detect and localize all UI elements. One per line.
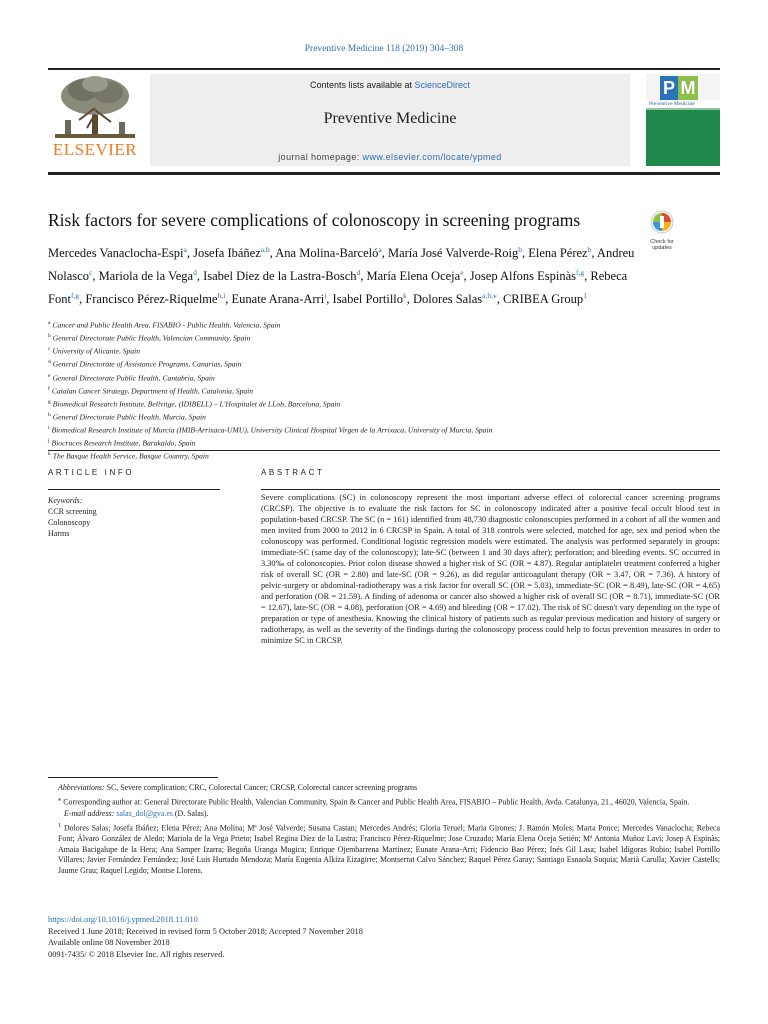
affiliation-text: Biocruces Research Institute, Barakaldo, Spain <box>51 438 196 448</box>
author-affiliation-marks[interactable]: f,g <box>576 268 585 278</box>
homepage-link[interactable]: www.elsevier.com/locate/ypmed <box>362 152 502 162</box>
abbreviations-note <box>48 783 720 794</box>
author-affiliation-marks[interactable]: f,g <box>70 291 80 301</box>
contents-available-line <box>150 80 630 90</box>
author-affiliation-marks[interactable]: d <box>193 268 197 278</box>
footnote-rule <box>48 777 218 778</box>
online-date: Available online 08 November 2018 <box>48 938 170 947</box>
author-name: CRIBEA Group <box>502 292 584 307</box>
author-item[interactable] <box>275 246 381 260</box>
author-item[interactable] <box>388 246 522 260</box>
author-name: Andreu Nolasco <box>48 246 635 284</box>
author-name: Josep Alfons Espinàs <box>469 269 577 284</box>
affiliation-item <box>48 449 708 462</box>
affiliation-text: University of Alicante, Spain <box>52 346 141 356</box>
doi-link[interactable]: https://doi.org/10.1016/j.ypmed.2018.11.010 <box>48 915 198 924</box>
cover-letter-m: M <box>678 76 698 100</box>
author-item[interactable] <box>367 269 464 283</box>
affiliation-letter: a <box>48 320 51 326</box>
crossmark-icon <box>649 210 675 234</box>
author-name: Josefa Ibáñez <box>193 246 261 261</box>
group-members-text: Dolores Salas; Josefa Ibáñez; Elena Pérez; Ana Molina; Mª José Valverde; Susana Castan; Mercedes Andrés; Gloria Teruel; Maria Girones; J. Ramón Moles; Marta Ponce; Mercedes Vanaclocha; Rebeca Font; Álvaro González de Aledo; Mariola de la Vega Prieto; Isabel Regina Díez de la Lastra; Francisco Pérez-Riquelme; Jose Cruzado; María Elena Oceja Setién; Mª Antonia Muñoz Laví; Josep A Espinàs; Amaia Bacigalupe de la Hera; Ana Samper Izarra; Begoña Uranga Mugica; Enrique Ojembarrena Martínez; Eunate Arana-Arri; Fidencio Bao Pérez; Inés Gil Lasa; Isabel Idígoras Rubio; Isabel Portillo Villares; Javier Fernández Fernández; José Luis Hurtado Mendoza; María Eugenia Alkiza Eizagirre; Montserrat Calvo Sánchez; Raquel Pérez Garay; Santiago Esnaola Suquia; Marià Carulla; Xavier Castells; Jaume Grau; Raquel Legido; Montse Llorens. <box>58 823 720 876</box>
email-note <box>48 809 720 820</box>
author-name: Isabel Portillo <box>332 292 404 307</box>
affiliation-letter: b <box>48 333 51 340</box>
keywords-block <box>48 495 220 539</box>
email-label: E-mail address: <box>64 809 115 819</box>
author-affiliation-marks[interactable]: 1 <box>583 291 587 301</box>
affiliation-letter: e <box>48 372 51 379</box>
author-name: Dolores Salas <box>413 292 483 307</box>
affiliation-letter: h <box>48 411 51 418</box>
journal-name: Preventive Medicine <box>323 110 457 127</box>
crossmark-label-2: updates <box>652 245 672 251</box>
crossmark-label-1: Check for <box>650 239 674 245</box>
author-name: Rebeca Font <box>48 269 628 307</box>
masthead-bottom-rule <box>48 172 720 175</box>
footnotes <box>48 783 720 878</box>
author-item[interactable] <box>85 292 225 306</box>
affiliation-text: Biomedical Research Institute, Bellvitge, (IDIBELL) – L'Hospitalet de LLob, Barcelona, Spain <box>52 399 341 409</box>
author-item[interactable] <box>232 292 327 306</box>
corresponding-text: Corresponding author at: General Directorate Public Health, Valencian Community, Spain & Cancer and Public Health Area, FISABIO – Public Health, Avda. Catalunya, 21., 46020, Valencia, Spain. <box>63 797 690 807</box>
keyword-item: CCR screening <box>48 507 97 516</box>
publication-info <box>48 914 720 960</box>
author-affiliation-marks[interactable]: b <box>587 245 592 254</box>
abstract-text: Severe complications (SC) in colonoscopy represent the most important adverse effect of colorectal cancer screening programs (CRCSP). The objective is to evaluate the risk factors for SC in colonoscopy indicated after a positive fecal occult blood test in population-based CRCSP. The SC (n = 161) identified from 48,730 diagnostic colonoscopies performed in a cohort of all the women and men invited from 2000 to 2012 in 6 CRCSP in Spain. A total of 318 controls were selected, matched for age, sex and period when the colonoscopy was performed. Conditional logistic regression models were estimated. The analysis was performed separately in groups: immediate-SC (same day of the colonoscopy); late-SC (between 1 and 30 days after); perforation; and bleeding events. SC occurred in 3.30‰ of colonoscopies. Prior colon disease showed a higher risk of SC (OR = 4.87). Regular antiplatelet treatment conferred a higher risk of overall SC (OR = 2.80) and late-SC (OR = 9.26), as did regular anticoagulant therapy (OR = 3.47, OR = 7.36). A history of pelvic-surgery or abdominal-radiotherapy was a risk factor for overall SC (OR = 5.03), immediate-SC (OR = 8.49), late-SC (OR = 4.65) and perforation (OR = 21.59). A finding of adenoma or cancer also showed a higher risk of overall SC (OR = 8.71), immediate-SC (OR = 12.67), late-SC (OR = 4.08), perforation (OR = 4.69) and bleeding (OR = 17.02). The risk of SC doesn't vary depending on the type of preparation or type of anesthesia. Knowing the clinical history of patients such as regular previous medication and history of surgery or radiotherapy, as well as the severity of the findings during the colonoscopy process could help to focus prevention measures in order to minimize SC in CRCSP. <box>261 493 720 645</box>
author-item[interactable] <box>528 246 591 260</box>
affiliation-item <box>48 436 708 449</box>
author-name: Francisco Pérez-Riquelme <box>85 292 218 307</box>
corresponding-author-note <box>48 795 720 808</box>
keyword-item: Colonoscopy <box>48 518 91 527</box>
abbreviations-label: Abbreviations: <box>58 783 105 792</box>
cover-letter-p: P <box>660 76 678 100</box>
abbreviations-text: SC, Severe complication; CRC, Colorectal Cancer; CRCSP, Colorectal cancer screening programs <box>106 783 418 792</box>
author-item[interactable] <box>99 269 197 283</box>
check-for-updates-button[interactable] <box>646 210 678 252</box>
article-info-top-rule <box>48 450 720 451</box>
affiliation-letter: c <box>48 346 51 353</box>
corresponding-mark: ⁎ <box>58 795 62 803</box>
affiliation-letter: f <box>48 385 50 392</box>
affiliation-item <box>48 397 708 410</box>
author-item[interactable] <box>470 269 584 283</box>
affiliation-text: The Basque Health Service, Basque Country, Spain <box>52 451 209 461</box>
affiliation-item <box>48 344 708 357</box>
elsevier-tree-icon <box>53 74 137 140</box>
cover-stripe <box>646 108 720 110</box>
affiliation-text: General Directorate Public Health, Cantabria, Spain <box>52 373 215 383</box>
journal-cover-thumbnail[interactable] <box>646 74 720 166</box>
affiliation-letter: k <box>48 451 51 458</box>
author-affiliation-marks[interactable]: d <box>356 268 361 278</box>
affiliation-item <box>48 331 708 344</box>
elsevier-wordmark: ELSEVIER <box>52 140 138 159</box>
affiliation-letter: d <box>48 359 51 366</box>
group-members-note <box>48 821 720 877</box>
author-affiliation-marks[interactable]: k <box>403 291 407 301</box>
journal-homepage-line <box>150 152 630 162</box>
article-title: Risk factors for severe complications of colonoscopy in screening programs <box>48 210 581 230</box>
author-affiliation-marks[interactable]: e <box>460 268 464 278</box>
abstract-heading: ABSTRACT <box>261 468 325 477</box>
received-dates: Received 1 June 2018; Received in revised form 5 October 2018; Accepted 7 November 2018 <box>48 926 363 936</box>
group-mark: 1 <box>58 821 62 829</box>
author-list: Mercedes Vanaclocha-Espi$^a$, Josefa Ibáñez$^{a,b}$, Ana Molina-Barceló$^a$, María José Valverde-Roig$^b$, Elena Pérez$^b$, Andreu Nolasco$^c$, Mariola de la Vega$^d$, Isabel Diez de la Lastra-Bosch$^d$, María Elena Oceja$^e$, Josep Alfons Espinàs$^{f,g}$, Rebeca Font$^{f,g}$, Francisco Pérez-Riquelme$^{h,i}$, Eunate Arana-Arri$^j$, Isabel Portillo$^k$, Dolores Salas$^{a,b,⁎}$, CRIBEA Group$^1$ <box>48 245 635 307</box>
author-affiliation-marks[interactable]: a <box>183 245 187 254</box>
affiliation-text: General Directorate Public Health, Murcia, Spain <box>52 412 206 422</box>
affiliation-item <box>48 318 708 331</box>
affiliation-text: Biomedical Research Institute of Murcia (IMIB-Arrixaca-UMU), University Clinical Hospital Virgen de la Arrixaca, University of Murcia, Spain <box>51 425 493 435</box>
author-item[interactable] <box>193 246 270 260</box>
affiliation-text: Catalan Cancer Strategy, Department of Health, Catalonia, Spain <box>51 386 254 396</box>
journal-citation-link[interactable]: Preventive Medicine 118 (2019) 304–308 <box>304 44 464 54</box>
masthead-top-rule <box>48 68 720 70</box>
author-name: Isabel Diez de la Lastra-Bosch <box>203 269 357 284</box>
author-affiliation-marks[interactable]: c <box>88 268 93 278</box>
author-affiliation-marks[interactable]: b <box>518 245 523 254</box>
abstract-body <box>261 492 720 646</box>
keyword-item: Harms <box>48 529 70 538</box>
affiliation-list <box>48 318 708 462</box>
cover-title: Preventive Medicine <box>646 100 720 108</box>
author-name: Elena Pérez <box>528 246 588 261</box>
affiliation-item <box>48 410 708 423</box>
homepage-prefix: journal homepage: <box>278 152 363 162</box>
author-affiliation-marks[interactable]: a,b,⁎ <box>482 291 497 301</box>
author-affiliation-marks[interactable]: j <box>324 291 327 301</box>
author-name: María José Valverde-Roig <box>387 246 519 261</box>
author-name: Eunate Arana-Arri <box>231 292 325 307</box>
author-affiliation-marks[interactable]: h,i <box>217 291 226 301</box>
email-link[interactable]: salas_dol@gva.es <box>116 809 173 819</box>
affiliation-text: Cancer and Public Health Area, FISABIO - Public Health, Valencia, Spain <box>52 320 281 330</box>
affiliation-text: General Directorate Public Health, Valencian Community, Spain <box>52 333 251 343</box>
affiliation-item <box>48 423 708 436</box>
author-item[interactable] <box>203 269 360 283</box>
affiliation-item <box>48 384 708 397</box>
journal-masthead <box>150 74 630 166</box>
affiliation-letter: i <box>48 425 50 431</box>
keywords-label: Keywords: <box>48 496 83 505</box>
contents-prefix: Contents lists available at <box>309 80 415 90</box>
affiliation-letter: j <box>48 438 50 445</box>
author-item[interactable] <box>333 292 407 306</box>
copyright-line: 0091-7435/ © 2018 Elsevier Inc. All rights reserved. <box>48 949 225 959</box>
author-item[interactable] <box>503 292 587 306</box>
elsevier-logo[interactable] <box>48 74 142 166</box>
article-info-heading: ARTICLE INFO <box>48 468 135 477</box>
abstract-rule <box>261 489 720 490</box>
affiliation-letter: g <box>48 398 51 405</box>
sciencedirect-link[interactable]: ScienceDirect <box>414 80 471 90</box>
author-name: Ana Molina-Barceló <box>275 246 379 261</box>
article-info-rule <box>48 489 220 490</box>
author-name: María Elena Oceja <box>366 269 461 284</box>
author-name: Mercedes Vanaclocha-Espi <box>48 246 184 261</box>
affiliation-item <box>48 371 708 384</box>
author-affiliation-marks[interactable]: a,b <box>260 245 270 254</box>
author-item[interactable] <box>48 246 187 260</box>
affiliation-text: General Directorate of Assistance Programs, Canarias, Spain <box>52 359 242 369</box>
author-name: Mariola de la Vega <box>98 269 194 284</box>
author-affiliation-marks[interactable]: a <box>378 245 382 254</box>
author-item[interactable] <box>413 292 497 306</box>
affiliation-item <box>48 357 708 370</box>
email-suffix: (D. Salas). <box>174 809 209 819</box>
